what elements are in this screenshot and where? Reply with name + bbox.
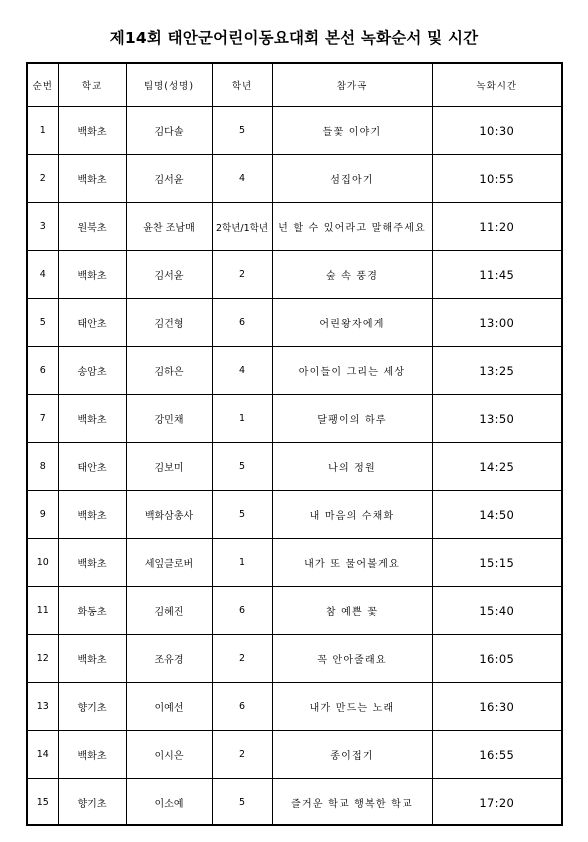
cell-school: 백화초 <box>58 107 126 155</box>
cell-name: 이소예 <box>126 779 212 827</box>
cell-grade: 1 <box>212 539 272 587</box>
cell-name: 이예선 <box>126 683 212 731</box>
cell-school: 원북초 <box>58 203 126 251</box>
cell-no: 4 <box>28 251 58 299</box>
cell-song: 참 예쁜 꽃 <box>272 587 432 635</box>
cell-grade: 2 <box>212 635 272 683</box>
header-song: 참가곡 <box>272 64 432 107</box>
table-row <box>28 731 561 779</box>
cell-grade: 5 <box>212 107 272 155</box>
cell-no: 9 <box>28 491 58 539</box>
cell-song: 꼭 안아줄래요 <box>272 635 432 683</box>
cell-grade: 2 <box>212 731 272 779</box>
cell-no: 10 <box>28 539 58 587</box>
cell-time: 11:45 <box>432 251 561 299</box>
cell-name: 김건형 <box>126 299 212 347</box>
cell-no: 8 <box>28 443 58 491</box>
cell-song: 종이접기 <box>272 731 432 779</box>
cell-no: 11 <box>28 587 58 635</box>
cell-time: 13:50 <box>432 395 561 443</box>
header-no: 순번 <box>28 64 58 107</box>
table-row <box>28 539 561 587</box>
cell-school: 백화초 <box>58 731 126 779</box>
cell-school: 백화초 <box>58 395 126 443</box>
cell-grade: 5 <box>212 491 272 539</box>
table-header-row <box>28 64 561 107</box>
header-grade: 학년 <box>212 64 272 107</box>
cell-no: 3 <box>28 203 58 251</box>
cell-name: 윤찬 조남매 <box>126 203 212 251</box>
cell-name: 김혜진 <box>126 587 212 635</box>
cell-no: 13 <box>28 683 58 731</box>
cell-song: 섬집아기 <box>272 155 432 203</box>
table-row <box>28 395 561 443</box>
table-row <box>28 635 561 683</box>
cell-school: 향기초 <box>58 779 126 827</box>
cell-song: 숲 속 풍경 <box>272 251 432 299</box>
cell-time: 16:55 <box>432 731 561 779</box>
cell-name: 김서윤 <box>126 155 212 203</box>
cell-time: 16:05 <box>432 635 561 683</box>
cell-time: 15:40 <box>432 587 561 635</box>
cell-song: 아이들이 그리는 세상 <box>272 347 432 395</box>
cell-time: 17:20 <box>432 779 561 827</box>
cell-time: 13:00 <box>432 299 561 347</box>
cell-no: 2 <box>28 155 58 203</box>
cell-name: 백화삼총사 <box>126 491 212 539</box>
table-row <box>28 491 561 539</box>
table-row <box>28 683 561 731</box>
cell-song: 넌 할 수 있어라고 말해주세요 <box>272 203 432 251</box>
cell-time: 13:25 <box>432 347 561 395</box>
cell-time: 10:30 <box>432 107 561 155</box>
cell-name: 강민채 <box>126 395 212 443</box>
cell-time: 16:30 <box>432 683 561 731</box>
cell-school: 백화초 <box>58 539 126 587</box>
cell-name: 김보미 <box>126 443 212 491</box>
table-row <box>28 587 561 635</box>
cell-name: 김하은 <box>126 347 212 395</box>
table-row <box>28 155 561 203</box>
cell-time: 10:55 <box>432 155 561 203</box>
cell-school: 백화초 <box>58 491 126 539</box>
header-school: 학교 <box>58 64 126 107</box>
cell-grade: 5 <box>212 443 272 491</box>
page-title: 제14회 태안군어린이동요대회 본선 녹화순서 및 시간 <box>109 29 479 47</box>
cell-grade: 1 <box>212 395 272 443</box>
cell-no: 5 <box>28 299 58 347</box>
cell-song: 내가 또 물어볼게요 <box>272 539 432 587</box>
cell-grade: 6 <box>212 299 272 347</box>
cell-school: 백화초 <box>58 155 126 203</box>
cell-name: 세잎클로버 <box>126 539 212 587</box>
cell-grade: 6 <box>212 587 272 635</box>
cell-school: 태안초 <box>58 299 126 347</box>
cell-no: 14 <box>28 731 58 779</box>
cell-song: 어린왕자에게 <box>272 299 432 347</box>
cell-school: 화동초 <box>58 587 126 635</box>
cell-song: 즐거운 학교 행복한 학교 <box>272 779 432 827</box>
table-row <box>28 251 561 299</box>
cell-name: 이시은 <box>126 731 212 779</box>
cell-no: 7 <box>28 395 58 443</box>
cell-school: 송암초 <box>58 347 126 395</box>
header-name: 팀명(성명) <box>126 64 212 107</box>
table-row <box>28 107 561 155</box>
table-row <box>28 347 561 395</box>
cell-no: 12 <box>28 635 58 683</box>
cell-grade: 2학년/1학년 <box>212 203 272 251</box>
cell-school: 태안초 <box>58 443 126 491</box>
cell-time: 14:25 <box>432 443 561 491</box>
cell-no: 1 <box>28 107 58 155</box>
cell-school: 향기초 <box>58 683 126 731</box>
table-row <box>28 203 561 251</box>
cell-grade: 6 <box>212 683 272 731</box>
cell-school: 백화초 <box>58 635 126 683</box>
cell-school: 백화초 <box>58 251 126 299</box>
cell-grade: 4 <box>212 155 272 203</box>
cell-grade: 4 <box>212 347 272 395</box>
cell-song: 내 마음의 수채화 <box>272 491 432 539</box>
cell-song: 나의 정원 <box>272 443 432 491</box>
cell-song: 들꽃 이야기 <box>272 107 432 155</box>
header-time: 녹화시간 <box>432 64 561 107</box>
cell-no: 15 <box>28 779 58 827</box>
table-row <box>28 299 561 347</box>
cell-song: 달팽이의 하루 <box>272 395 432 443</box>
cell-song: 내가 만드는 노래 <box>272 683 432 731</box>
cell-grade: 2 <box>212 251 272 299</box>
cell-time: 14:50 <box>432 491 561 539</box>
table-row <box>28 443 561 491</box>
cell-time: 11:20 <box>432 203 561 251</box>
cell-name: 김서윤 <box>126 251 212 299</box>
cell-name: 김다솔 <box>126 107 212 155</box>
table-row <box>28 779 561 827</box>
cell-no: 6 <box>28 347 58 395</box>
cell-grade: 5 <box>212 779 272 827</box>
schedule-table <box>28 64 561 826</box>
schedule-table-frame <box>26 62 563 826</box>
cell-time: 15:15 <box>432 539 561 587</box>
cell-name: 조유경 <box>126 635 212 683</box>
